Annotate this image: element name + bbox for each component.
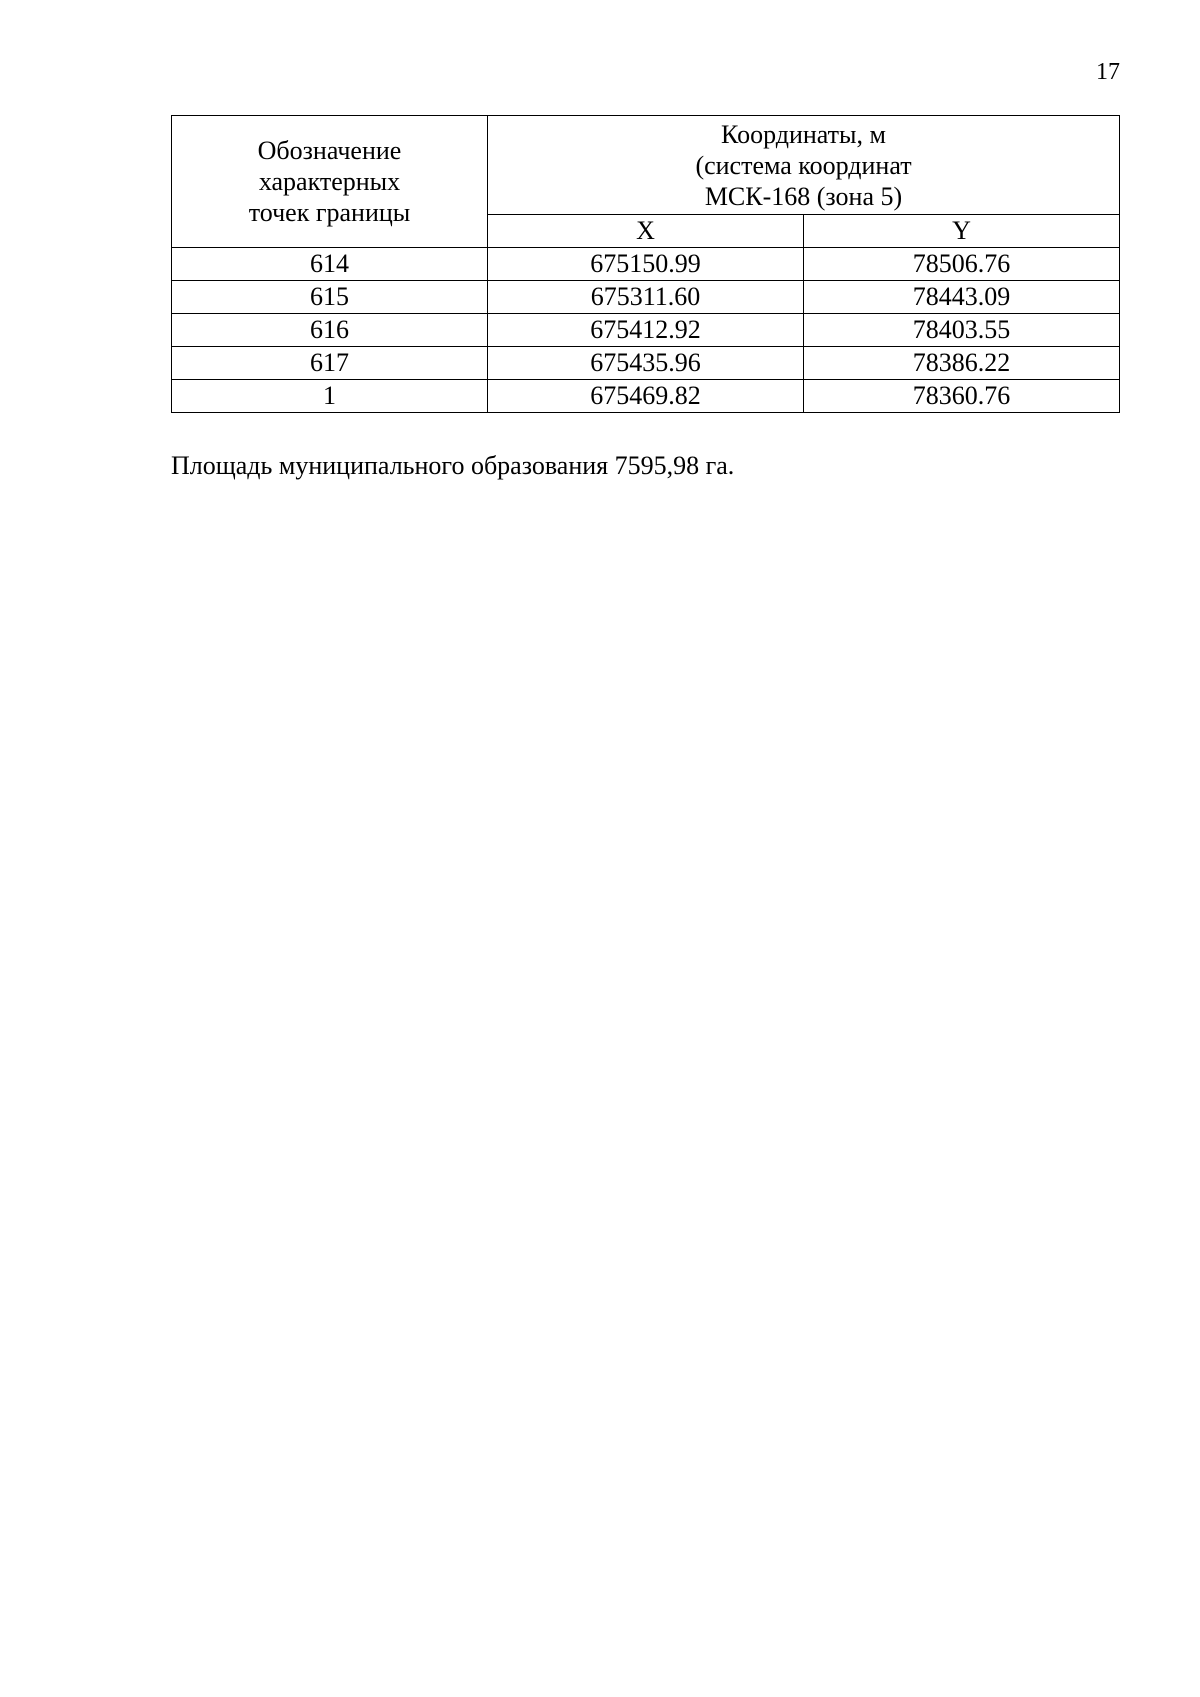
y-cell: 78443.09 xyxy=(804,281,1120,314)
point-cell: 617 xyxy=(172,347,488,380)
x-cell: 675469.82 xyxy=(488,380,804,413)
table-row xyxy=(172,314,1120,347)
table-row xyxy=(172,281,1120,314)
page-number: 17 xyxy=(1096,59,1120,85)
table-row xyxy=(172,380,1120,413)
point-header-line: характерных xyxy=(258,167,401,196)
coords-header-line: МСК-168 (зона 5) xyxy=(704,181,903,211)
coordinates-group-header xyxy=(488,116,1120,215)
table-row xyxy=(172,248,1120,281)
point-cell: 614 xyxy=(172,248,488,281)
x-cell: 675435.96 xyxy=(488,347,804,380)
y-cell: 78386.22 xyxy=(804,347,1120,380)
point-designation-header xyxy=(172,116,488,248)
point-header-line: точек границы xyxy=(248,198,411,227)
y-cell: 78360.76 xyxy=(804,380,1120,413)
x-column-header: X xyxy=(488,215,804,248)
table-row xyxy=(172,347,1120,380)
coordinates-table xyxy=(171,115,1120,413)
point-cell: 616 xyxy=(172,314,488,347)
y-column-header: Y xyxy=(804,215,1120,248)
x-cell: 675311.60 xyxy=(488,281,804,314)
point-header-line: Обозначение xyxy=(257,136,402,165)
point-cell: 1 xyxy=(172,380,488,413)
table-header-row xyxy=(172,116,1120,215)
coords-header-line: Координаты, м xyxy=(721,119,886,149)
x-cell: 675412.92 xyxy=(488,314,804,347)
area-statement: Площадь муниципального образования 7595,98 га. xyxy=(171,451,735,480)
y-cell: 78506.76 xyxy=(804,248,1120,281)
x-cell: 675150.99 xyxy=(488,248,804,281)
coords-header-line: (система координат xyxy=(695,150,912,180)
point-cell: 615 xyxy=(172,281,488,314)
y-cell: 78403.55 xyxy=(804,314,1120,347)
